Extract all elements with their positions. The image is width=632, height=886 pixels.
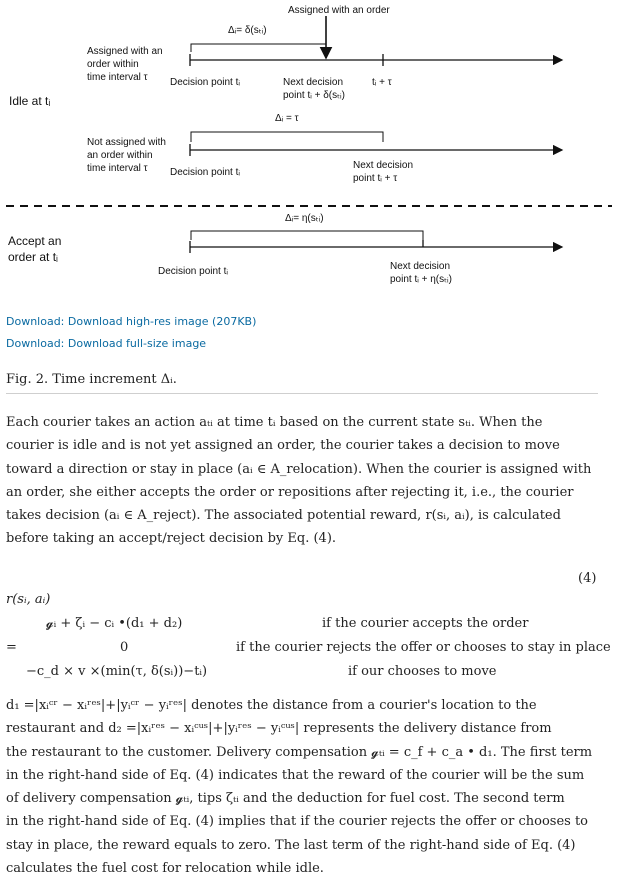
bracket-1 xyxy=(191,44,326,52)
accept-label: Accept an order at tᵢ xyxy=(8,234,62,264)
paragraph-line: courier is idle and is not yet assigned an order, the courier takes a decision to move xyxy=(6,438,560,454)
paragraph-line: takes decision (aᵢ ∈ A_reject). The associated potential reward, r(sᵢ, aᵢ), is calculated xyxy=(6,508,561,524)
row2-label: Not assigned with an order within time interval τ xyxy=(87,137,166,174)
paragraph-line: of delivery compensation 𝓰ₜᵢ, tips ζₜᵢ and the deduction for fuel cost. The second term xyxy=(6,791,565,807)
top-label: Assigned with an order xyxy=(288,5,390,16)
delta-label-3: Δᵢ= η(sₜᵢ) xyxy=(285,213,324,224)
case2-condition: if the courier rejects the offer or chooses to stay in place xyxy=(236,640,611,655)
case3-expression: −c_d × v ×(min(τ, δ(sᵢ))−tᵢ) xyxy=(26,664,208,679)
figure-caption: Fig. 2. Time increment Δᵢ. xyxy=(6,372,177,387)
paragraph-line: stay in place, the reward equals to zero. The last term of the right-hand side of Eq. (4) xyxy=(6,837,576,853)
paragraph-line: the restaurant to the customer. Delivery compensation 𝓰ₜᵢ = c_f + c_a • d₁. The first term xyxy=(6,744,593,760)
case1-condition: if the courier accepts the order xyxy=(322,616,529,631)
paragraph-line: in the right-hand side of Eq. (4) indicates that the reward of the courier will be the sum xyxy=(6,767,585,783)
case3-condition: if our chooses to move xyxy=(348,664,497,679)
case1-expression: 𝓰ᵢ + ζᵢ − cᵢ •(d₁ + d₂) xyxy=(46,616,183,631)
bracket-2 xyxy=(191,132,383,142)
paragraph-line: in the right-hand side of Eq. (4) implies that if the courier rejects the offer or chooses to xyxy=(6,814,588,830)
equation-lhs: r(sᵢ, aᵢ) xyxy=(6,592,51,607)
equals-sign: = xyxy=(6,640,17,655)
ti-plus-tau-label: tᵢ + τ xyxy=(372,77,392,88)
decision-point-label-3: Decision point tᵢ xyxy=(158,266,228,277)
equation-number: (4) xyxy=(578,571,597,586)
paragraph-line: restaurant and d₂ =|xᵢʳᵉˢ − xᵢᶜᵘˢ|+|yᵢʳᵉˢ − yᵢᶜᵘˢ| represents the delivery distance from xyxy=(6,721,552,737)
idle-label: Idle at tᵢ xyxy=(9,94,51,108)
case2-expression: 0 xyxy=(120,640,129,655)
paragraph-line: calculates the fuel cost for relocation while idle. xyxy=(6,861,324,877)
row1-label: Assigned with an order within time interval τ xyxy=(87,46,163,83)
caption-divider xyxy=(6,393,598,394)
next-decision-label-3: Next decision point tᵢ + η(sₜᵢ) xyxy=(390,261,452,285)
delta-label-1: Δᵢ= δ(sₜᵢ) xyxy=(228,25,267,36)
decision-point-label-2: Decision point tᵢ xyxy=(170,167,240,178)
next-decision-label-2: Next decision point tᵢ + τ xyxy=(353,160,414,184)
decision-point-label-1: Decision point tᵢ xyxy=(170,77,240,88)
paragraph-line: before taking an accept/reject decision by Eq. (4). xyxy=(6,531,337,547)
paragraph-line: an order, she either accepts the order or repositions after rejecting it, i.e., the courier xyxy=(6,484,574,500)
paragraph-line: d₁ =|xᵢᶜʳ − xᵢʳᵉˢ|+|yᵢᶜʳ − yᵢʳᵉˢ| denotes the distance from a courier's location to the xyxy=(6,698,537,713)
paragraph-line: Each courier takes an action aₜᵢ at time tᵢ based on the current state sₜᵢ. When the xyxy=(6,415,543,430)
figure-time-increment xyxy=(0,0,632,300)
bracket-3 xyxy=(191,231,423,240)
download-high-res-link[interactable]: Download: Download high-res image (207KB) xyxy=(6,315,257,328)
delta-label-2: Δᵢ = τ xyxy=(275,113,299,124)
next-decision-label-1: Next decision point tᵢ + δ(sₜᵢ) xyxy=(283,77,345,101)
paragraph-1 xyxy=(6,411,606,551)
paragraph-line: toward a direction or stay in place (aᵢ ∈ A_relocation). When the courier is assigned with xyxy=(6,461,592,477)
paragraph-2 xyxy=(6,694,606,880)
download-full-size-link[interactable]: Download: Download full-size image xyxy=(6,337,207,350)
